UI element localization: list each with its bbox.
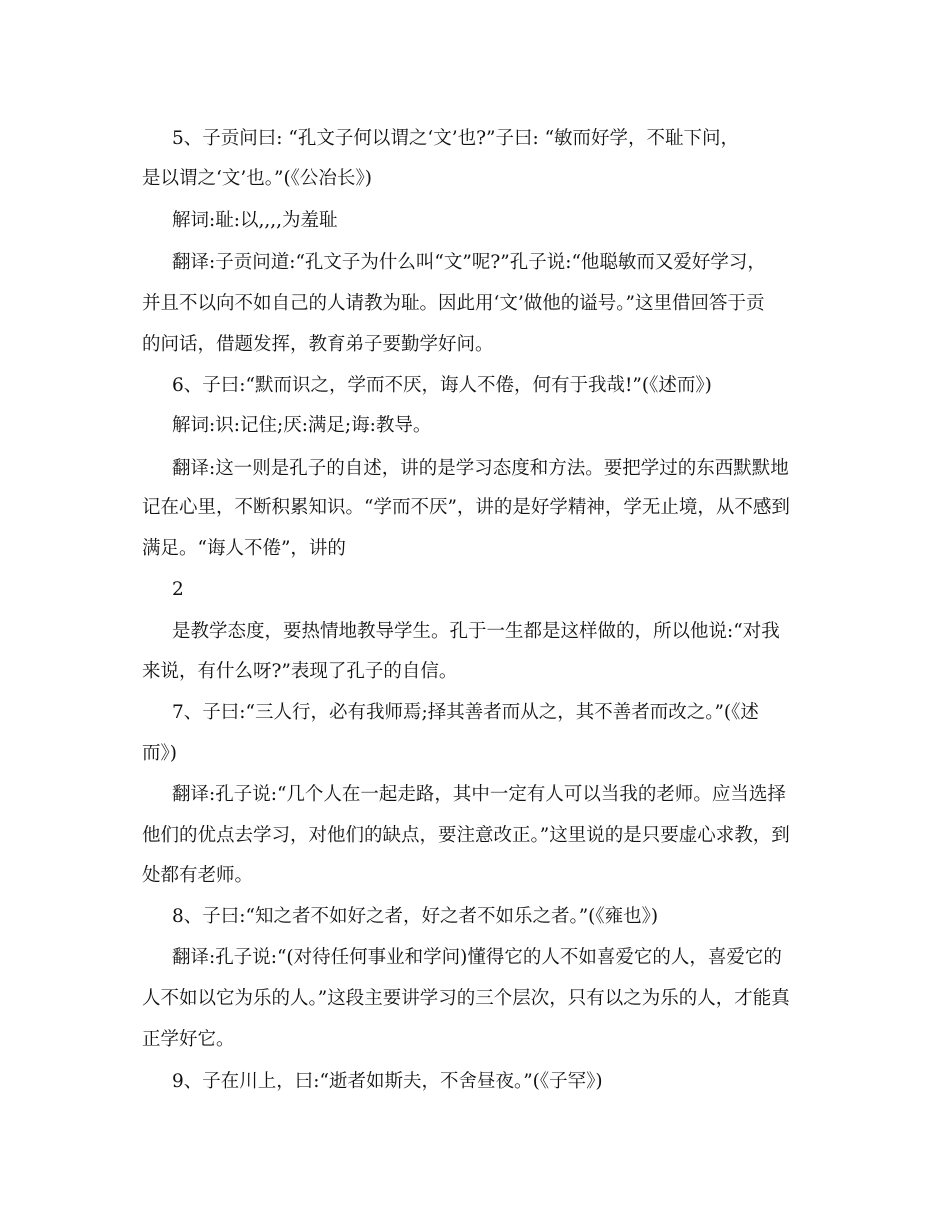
text-line: 翻译:孔子说:“几个人在一起走路，其中一定有人可以当我的老师。应当选择 xyxy=(172,784,786,805)
text-line: 解词:识:记住;厌:满足;诲:教导。 xyxy=(172,415,432,436)
page-number: 2 xyxy=(172,579,184,600)
text-line: 而》) xyxy=(142,743,177,764)
text-line: 来说，有什么呀?”表现了孔子的自信。 xyxy=(142,661,458,682)
text-line: 翻译:这一则是孔子的自述，讲的是学习态度和方法。要把学过的东西默默地 xyxy=(172,458,789,479)
text-line: 9、子在川上，曰:“逝者如斯夫，不舍昼夜。”(《子罕》) xyxy=(172,1071,603,1092)
text-line: 8、子曰:“知之者不如好之者，好之者不如乐之者。”(《雍也》) xyxy=(172,906,659,927)
text-line: 他们的优点去学习，对他们的缺点，要注意改正。”这里说的是只要虚心求教，到 xyxy=(142,825,790,846)
text-line: 翻译:子贡问道:“孔文子为什么叫“文”呢?”孔子说:“他聪敏而又爱好学习， xyxy=(172,252,766,273)
text-line: 的问话，借题发挥，教育弟子要勤学好问。 xyxy=(142,334,494,355)
text-line: 人不如以它为乐的人。”这段主要讲学习的三个层次，只有以之为乐的人，才能真 xyxy=(142,988,790,1009)
text-line: 正学好它。 xyxy=(142,1029,235,1050)
text-line: 记在心里，不断积累知识。“学而不厌”，讲的是好学精神，学无止境，从不感到 xyxy=(142,497,790,518)
text-line: 6、子曰:“默而识之，学而不厌，诲人不倦，何有于我哉!”(《述而》) xyxy=(172,375,712,396)
text-line: 翻译:孔子说:“(对待任何事业和学问)懂得它的人不如喜爱它的人，喜爱它的 xyxy=(172,947,782,968)
text-line: 处都有老师。 xyxy=(142,865,254,886)
text-line: 是教学态度，要热情地教导学生。孔于一生都是这样做的，所以他说:“对我 xyxy=(172,621,780,642)
text-line: 满足。“诲人不倦”，讲的 xyxy=(142,538,346,559)
text-line: 5、子贡问曰: “孔文子何以谓之‘文’也?”子曰: “敏而好学，不耻下问， xyxy=(172,128,740,149)
text-line: 是以谓之‘文’也。”(《公冶长》) xyxy=(142,168,372,189)
text-line: 解词:耻:以,,,,为羞耻 xyxy=(172,210,338,231)
text-line: 并且不以向不如自己的人请教为耻。因此用‘文’做他的谥号。”这里借回答于贡 xyxy=(142,293,765,314)
text-line: 7、子曰:“三人行，必有我师焉;择其善者而从之，其不善者而改之。”(《述 xyxy=(172,702,759,723)
